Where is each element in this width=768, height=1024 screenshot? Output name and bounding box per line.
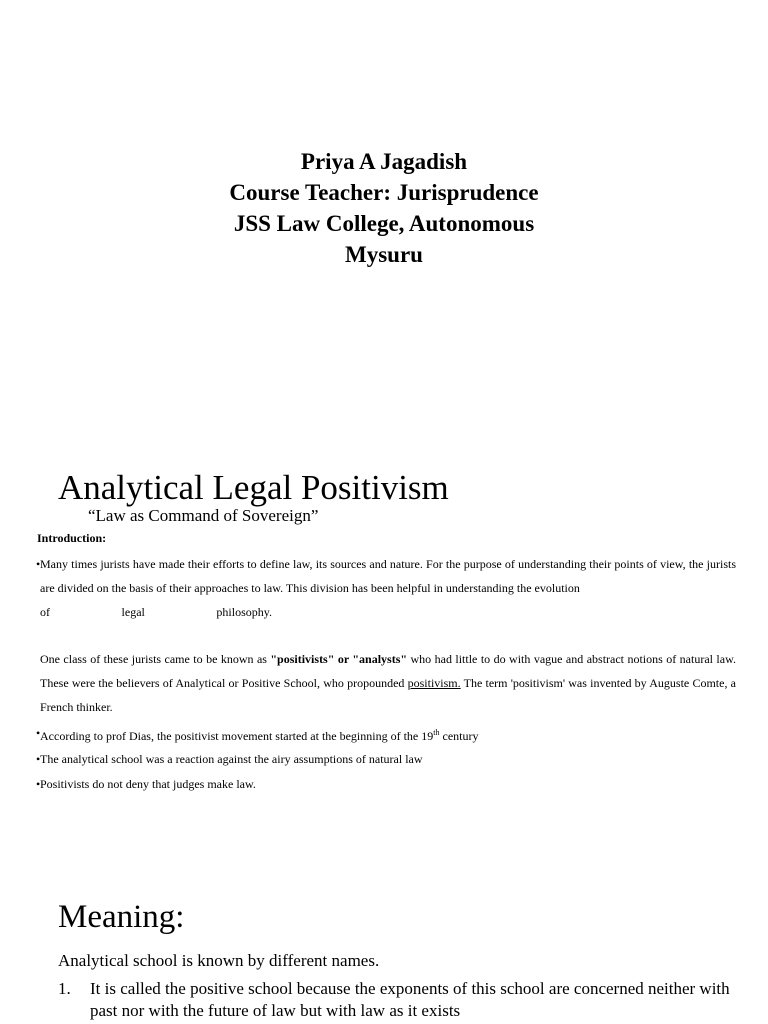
para-bold-term: "positivists" or "analysts" [270, 652, 408, 666]
bullet-text: century [439, 729, 479, 743]
tail-word: philosophy. [216, 605, 272, 619]
bullet-text: Positivists do not deny that judges make law. [40, 777, 256, 791]
para-text: who had little to do with vague and abstract notions of natural law. These were the believers of Analytical or Positive School, who propounded [40, 652, 736, 690]
bullet-dias [36, 725, 479, 744]
meaning-title: Meaning: [58, 899, 185, 935]
tail-word: legal [121, 605, 145, 619]
section-title: Analytical Legal Positivism [58, 468, 449, 507]
institution-name: JSS Law College, Autonomous [233, 211, 535, 236]
bullet-text: The analytical school was a reaction against the airy assumptions of natural law [40, 752, 423, 766]
superscript-th: th [433, 728, 440, 737]
positivists-paragraph [40, 647, 736, 719]
city-name: Mysuru [345, 242, 423, 267]
header-block [0, 146, 768, 270]
intro-paragraph-text: Many times jurists have made their efforts to define law, its sources and nature. For the purpose of understanding their points of view, the jurists are divided on the basis of their approaches to law. This division has been helpful in understanding the evolution [40, 557, 736, 595]
bullet-marker: • [36, 752, 41, 766]
meaning-subtitle: Analytical school is known by different names. [58, 951, 380, 970]
bullet-text: According to prof Dias, the positivist movement started at the beginning of the 19 [40, 729, 434, 743]
bullet-marker: • [36, 726, 41, 740]
bullet-marker: • [36, 557, 41, 571]
list-item [58, 978, 738, 1022]
para-text: The term 'positivism' was invented by Auguste Comte, a French thinker. [40, 676, 736, 714]
list-item-text: It is called the positive school because the exponents of this school are concerned neither with past nor with the future of law but with law as it exists [90, 979, 730, 1020]
bullet-marker: • [36, 777, 41, 791]
introduction-label: Introduction: [37, 531, 107, 545]
para-underlined-term: positivism. [407, 676, 461, 690]
list-number: 1. [58, 979, 71, 998]
tail-word: of [40, 605, 50, 619]
author-name: Priya A Jagadish [300, 149, 468, 174]
intro-paragraph-tail [40, 600, 272, 624]
course-role: Course Teacher: Jurisprudence [229, 180, 539, 205]
para-text: One class of these jurists came to be known as [40, 652, 271, 666]
intro-paragraph [36, 552, 736, 624]
bullet-reaction [36, 751, 423, 767]
section-subtitle: “Law as Command of Sovereign” [88, 506, 319, 525]
bullet-judges [36, 776, 256, 792]
